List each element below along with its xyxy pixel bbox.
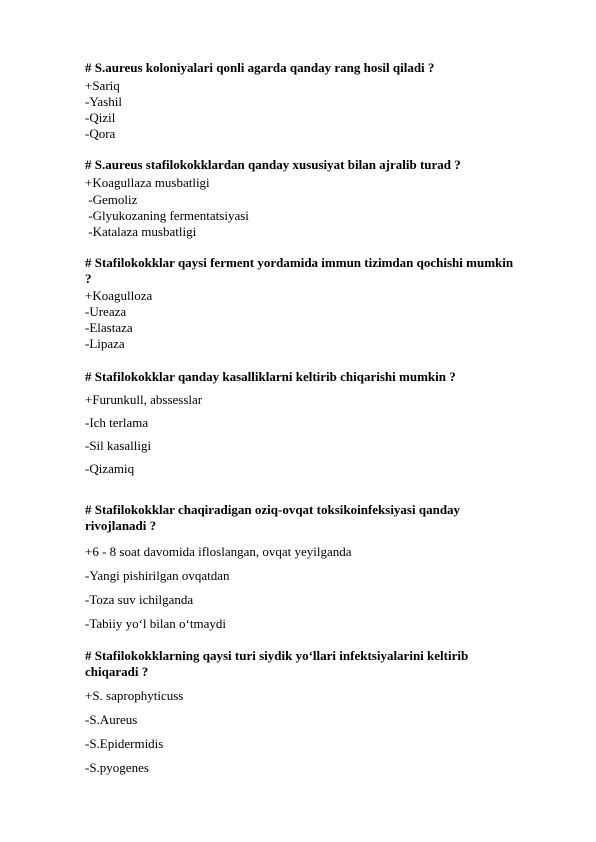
answer-6-1: +S. saprophyticuss [85, 688, 184, 703]
answer-2-1: +Koagullaza musbatligi [85, 175, 210, 190]
answer-3-4: -Lipaza [85, 336, 125, 351]
answer-4-2: -Ich terlama [85, 415, 149, 430]
answer-6-4: -S.pyogenes [85, 760, 149, 775]
answer-1-1: +Sariq [85, 78, 120, 93]
answer-1-4: -Qora [85, 126, 116, 141]
answer-2-2: -Gemoliz [85, 192, 138, 207]
question-5: # Stafilokokklar chaqiradigan oziq-ovqat toksikoinfeksiyasi qanday rivojlanadi ? [85, 502, 461, 533]
answer-4-1: +Furunkull, abssesslar [85, 392, 203, 407]
answer-5-4: -Tabiiy yo‘l bilan o‘tmaydi [85, 616, 226, 631]
answer-5-3: -Toza suv ichilganda [85, 592, 194, 607]
question-4: # Stafilokokklar qanday kasalliklarni keltirib chiqarishi mumkin ? [85, 369, 456, 384]
answer-4-4: -Qizamiq [85, 461, 135, 476]
answer-2-4: -Katalaza musbatligi [85, 224, 197, 239]
answer-4-3: -Sil kasalligi [85, 438, 152, 453]
answer-5-2: -Yangi pishirilgan ovqatdan [85, 568, 230, 583]
answer-1-3: -Qizil [85, 110, 116, 125]
answer-3-3: -Elastaza [85, 320, 133, 335]
question-3: # Stafilokokklar qaysi ferment yordamida immun tizimdan qochishi mumkin ? [85, 255, 514, 286]
answer-6-2: -S.Aureus [85, 712, 138, 727]
answer-2-3: -Glyukozaning fermentatsiyasi [85, 208, 249, 223]
question-1: # S.aureus koloniyalari qonli agarda qanday rang hosil qiladi ? [85, 60, 435, 75]
answer-3-2: -Ureaza [85, 304, 127, 319]
question-2: # S.aureus stafilokokklardan qanday xususiyat bilan ajralib turad ? [85, 157, 461, 172]
question-6: # Stafilokokklarning qaysi turi siydik yo‘llari infektsiyalarini keltirib chiqaradi ? [85, 648, 469, 679]
answer-6-3: -S.Epidermidis [85, 736, 164, 751]
answer-3-1: +Koagulloza [85, 288, 153, 303]
answer-1-2: -Yashil [85, 94, 122, 109]
answer-5-1: +6 - 8 soat davomida ifloslangan, ovqat yeyilganda [85, 544, 352, 559]
